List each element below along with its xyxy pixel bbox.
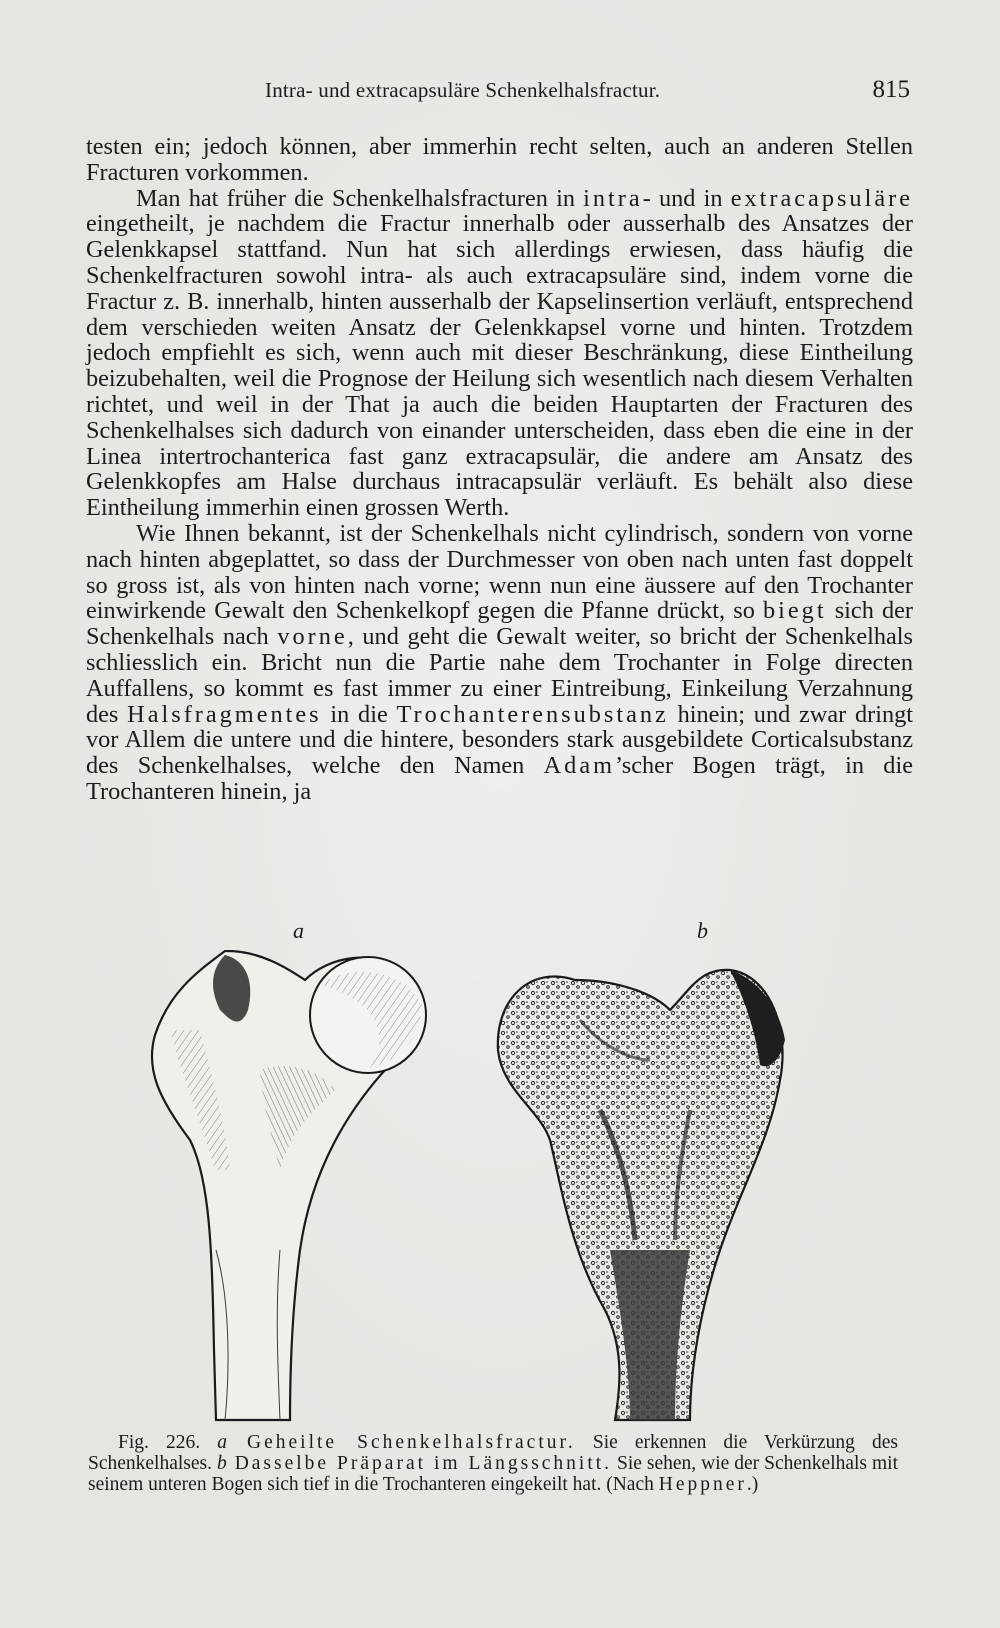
figure-caption: Fig. 226. a Geheilte Schenkelhalsfractur. Sie erkennen die Verkürzung des Schenkelhalses. b Dasselbe Präparat im Längsschnitt. Sie sehen, wie der Schenkelhals mit seinem unteren Bogen sich tief in die Trochanteren eingekeilt hat. (Nach Heppner.) [88, 1432, 899, 1495]
spaced-term-intra: intra [583, 184, 643, 212]
figure-226-illustration [130, 950, 900, 1430]
femur-engravings [130, 950, 900, 1430]
spaced-term-halsfragmentes: Halsfragmentes [127, 700, 322, 728]
figure-label-a: a [293, 918, 304, 943]
body-text [86, 134, 913, 805]
paragraph-1: testen ein; jedoch können, aber immerhin recht selten, auch an anderen Stellen Fracturen vorkommen. [86, 133, 913, 186]
spaced-term-extracapsulaere: extracapsuläre [730, 184, 913, 212]
caption-fig-number: Fig. 226. [118, 1432, 218, 1453]
spaced-term-adam: Adam [543, 752, 616, 780]
caption-title-b: Dasselbe Präparat im Längsschnitt. [226, 1453, 613, 1474]
figure-label-b: b [697, 918, 708, 943]
paragraph-2: Man hat früher die Schenkelhalsfracturen in intra- und in extracapsuläre eingetheilt, je nachdem die Fractur innerhalb oder ausserhalb des Ansatzes der Gelenkkapsel stattfand. Nun hat sich allerdings erwiesen, dass häufig die Schenkelfracturen sowohl intra- als auch extracapsuläre sind, indem vorne die Fractur z. B. innerhalb, hinten ausserhalb der Kapselinsertion verläuft, entsprechend dem verschieden weiten Ansatz der Gelenkkapsel vorne und hinten. Trotzdem jedoch empfiehlt es sich, wenn auch mit dieser Beschränkung, diese Eintheilung beizubehalten, weil die Prognose der Heilung sich wesentlich nach diesem Verhalten richtet, und weil in der That ja auch die beiden Hauptarten der Fracturen des Schenkelhalses sich dadurch von einander unterscheiden, dass eben die eine in der Linea intertrochanterica fast ganz extracapsulär, die andere am Ansatz des Gelenkkopfes am Halse durchaus intracapsulär verläuft. Es behält also diese Eintheilung immerhin einen grossen Werth. [86, 184, 913, 522]
femur-b-section [498, 970, 785, 1420]
spaced-term-vorne: vorne [277, 623, 348, 651]
spaced-term-trochanterensubstanz: Trochanterensubstanz [396, 700, 669, 728]
caption-author: Heppner [658, 1474, 747, 1495]
page-header [80, 76, 910, 110]
running-title: Intra- und extracapsuläre Schenkelhalsfractur. [265, 78, 661, 102]
page-number: 815 [872, 76, 910, 103]
spaced-term-biegt: biegt [762, 597, 827, 625]
femur-a-exterior [152, 951, 426, 1420]
caption-title-a: Geheilte Schenkelhalsfractur. [226, 1432, 576, 1453]
paragraph-3: Wie Ihnen bekannt, ist der Schenkelhals nicht cylindrisch, sondern von vorne nach hinten abgeplattet, so dass der Durchmesser von oben nach unten fast doppelt so gross ist, als von hinten nach vorne; wenn nun eine äussere auf den Trochanter einwirkende Gewalt den Schenkelkopf gegen die Pfanne drückt, so biegt sich der Schenkelhals nach vorne, und geht die Gewalt weiter, so bricht der Schenkelhals schliesslich ein. Bricht nun die Partie nahe dem Trochanter in Folge directen Auffallens, so kommt es fast immer zu einer Eintreibung, Einkeilung Verzahnung des Halsfragmentes in die Trochanterensubstanz hinein; und zwar dringt vor Allem die untere und die hintere, besonders stark ausgebildete Corticalsubstanz des Schenkelhalses, welche den Namen Adam’scher Bogen trägt, in die Trochanteren hinein, ja [86, 519, 913, 805]
